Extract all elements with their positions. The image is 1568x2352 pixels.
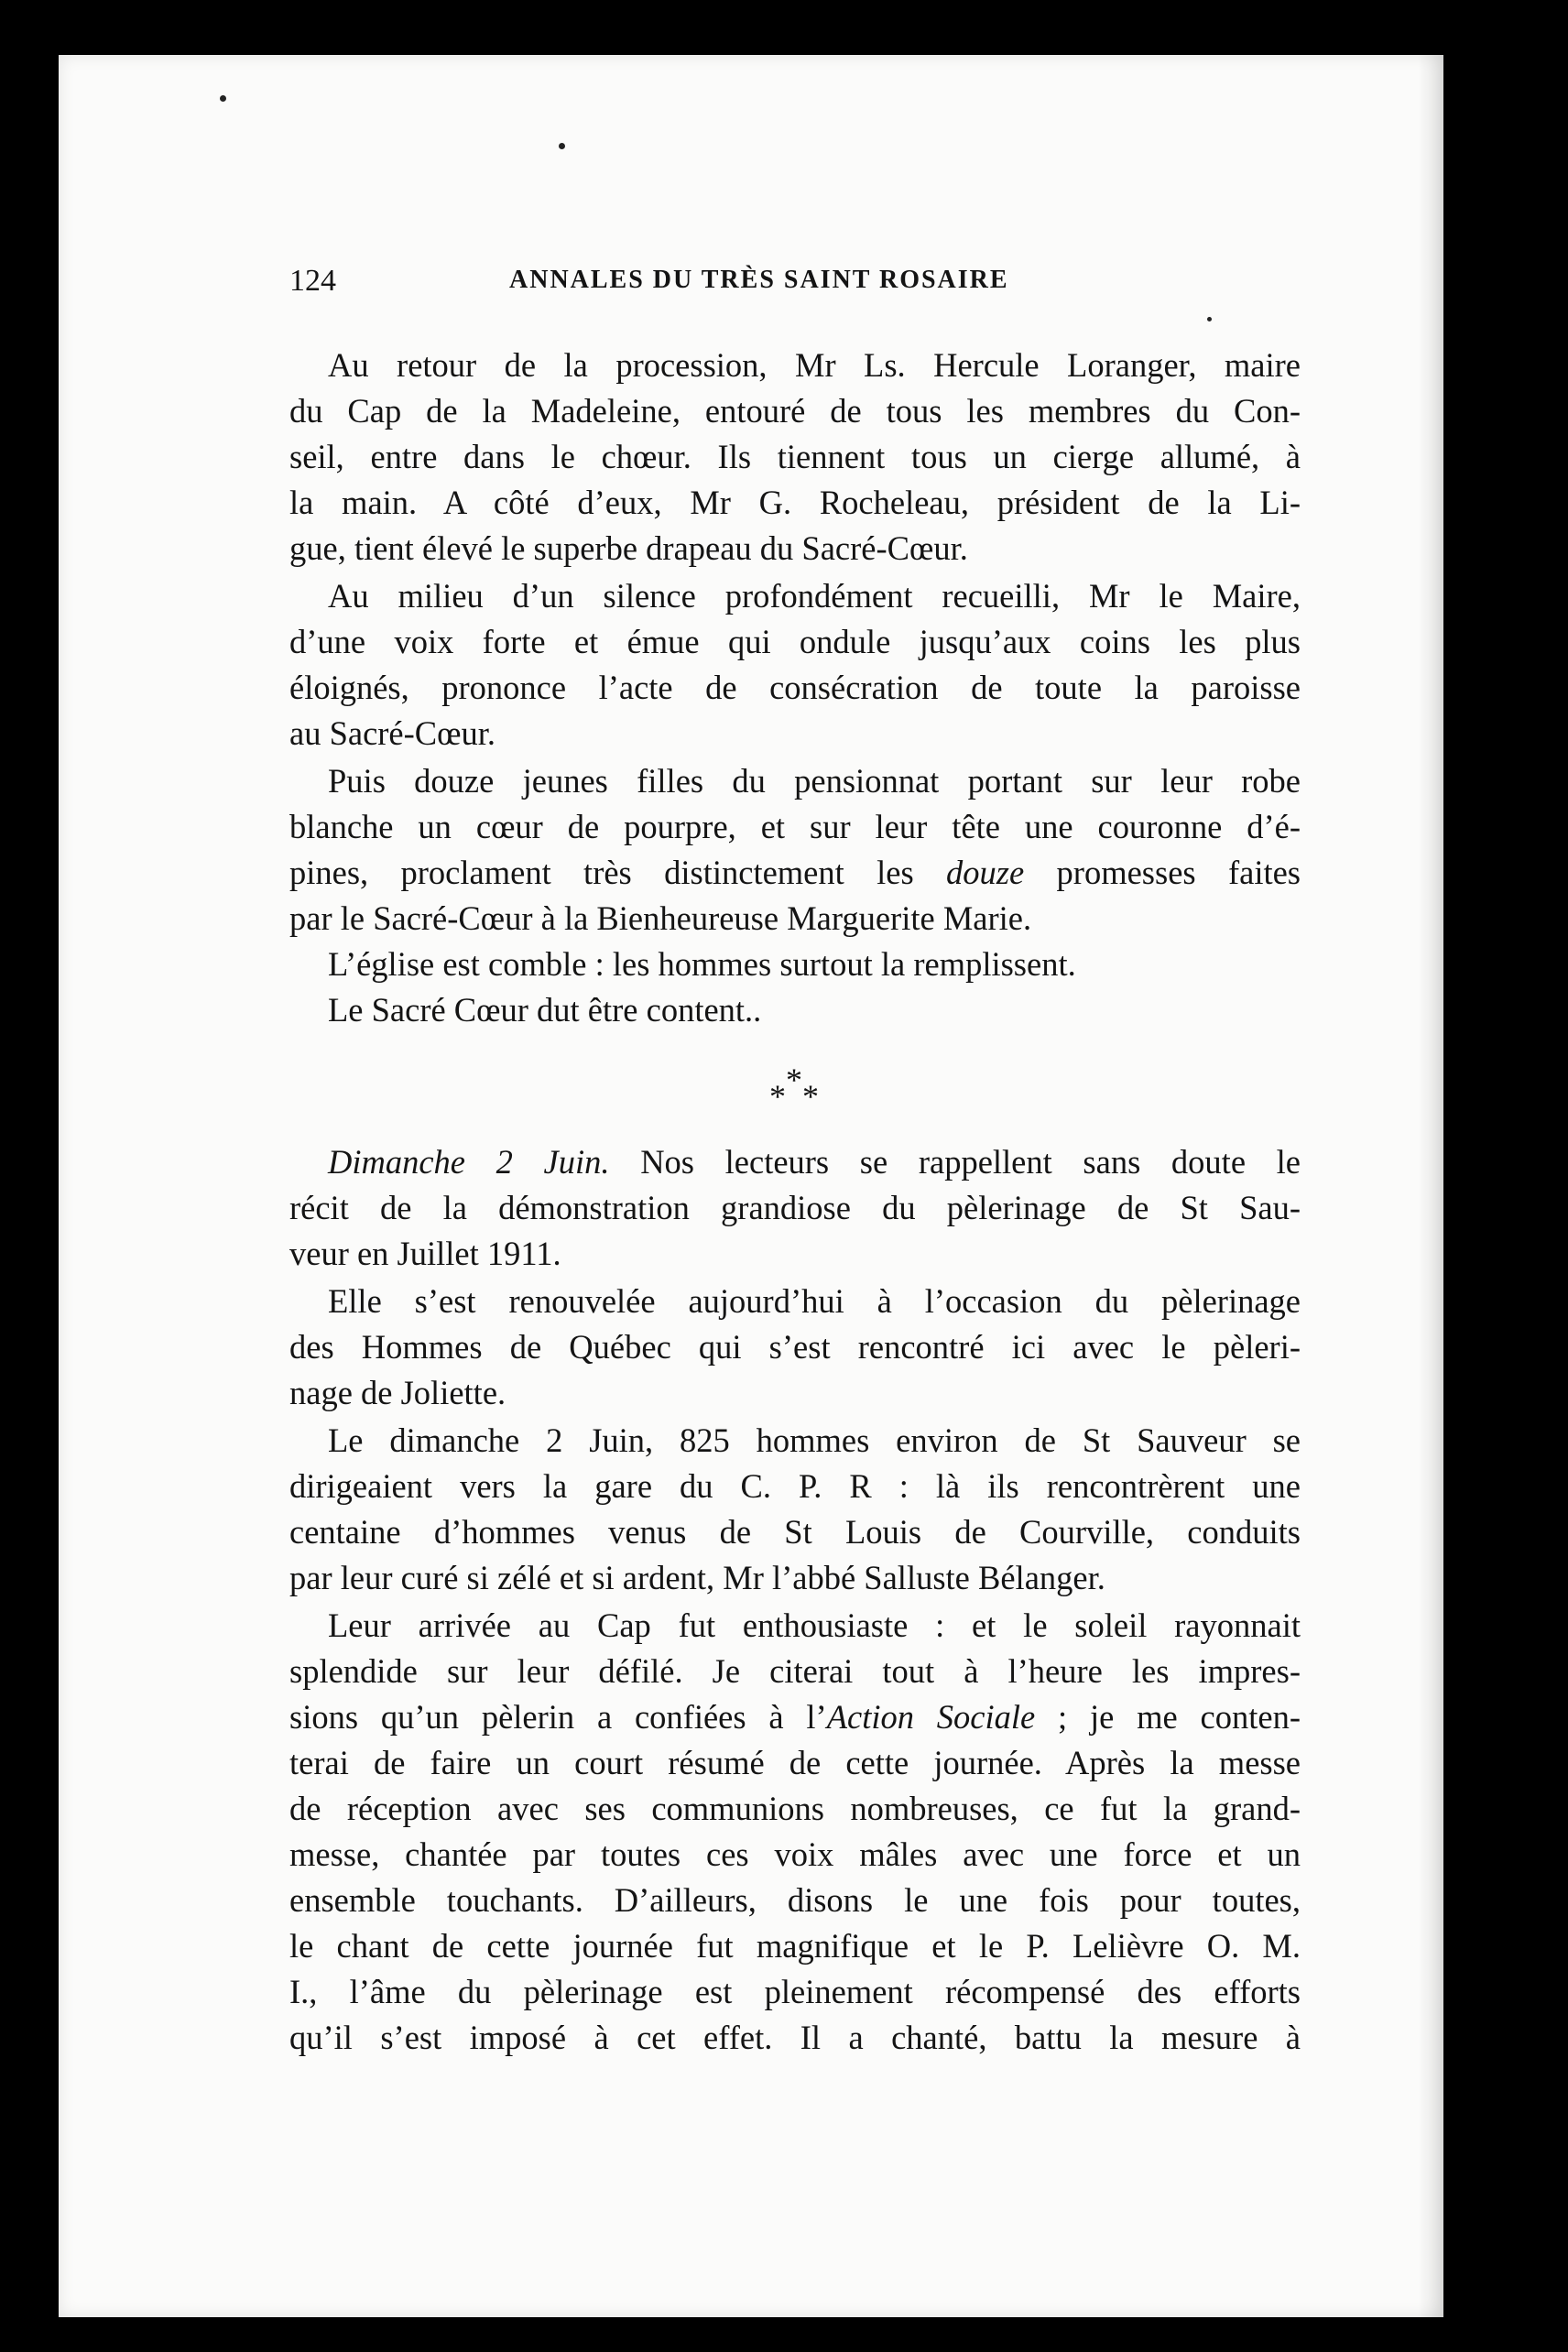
- text-line: [289, 850, 1301, 896]
- asterism-divider: [769, 1061, 824, 1116]
- scan-speck: [220, 95, 226, 102]
- text-line: splendide sur leur défilé. Je citerai tout à l’heure les impres-: [289, 1652, 1301, 1690]
- text-line: terai de faire un court résumé de cette journée. Après la messe: [289, 1744, 1301, 1781]
- text-line: qu’il s’est imposé à cet effet. Il a chanté, battu la mesure à: [289, 2019, 1301, 2056]
- text-line: de réception avec ses communions nombreuses, ce fut la grand-: [289, 1790, 1301, 1827]
- text-line: d’une voix forte et émue qui ondule jusqu’aux coins les plus: [289, 623, 1301, 660]
- text-line: par le Sacré-Cœur à la Bienheureuse Marguerite Marie.: [289, 899, 1032, 937]
- text-line: Le Sacré Cœur dut être content..: [328, 991, 762, 1029]
- text-line: nage de Joliette.: [289, 1374, 506, 1411]
- journal-title: ANNALES DU TRÈS SAINT ROSAIRE: [509, 266, 1009, 294]
- text-line: Leur arrivée au Cap fut enthousiaste : et le soleil rayonnait: [328, 1606, 1301, 1644]
- page-number: 124: [289, 264, 336, 298]
- text-line: des Hommes de Québec qui s’est rencontré ici avec le pèleri-: [289, 1328, 1301, 1366]
- text-line: Elle s’est renouvelée aujourd’hui à l’occasion du pèlerinage: [328, 1282, 1301, 1320]
- text-line: ensemble touchants. D’ailleurs, disons le une fois pour toutes,: [289, 1881, 1301, 1919]
- text-line: veur en Juillet 1911.: [289, 1235, 561, 1272]
- asterisk: *: [786, 1062, 802, 1098]
- scan-speck: [1207, 317, 1212, 321]
- italic-title: Action Sociale: [826, 1698, 1036, 1736]
- text-line: dirigeaient vers la gare du C. P. R : là ils rencontrèrent une: [289, 1467, 1301, 1505]
- text-line: du Cap de la Madeleine, entouré de tous les membres du Con-: [289, 392, 1301, 430]
- text-line: [289, 1694, 1301, 1740]
- text-line: [289, 1139, 1301, 1185]
- text-line: gue, tient élevé le superbe drapeau du Sacré-Cœur.: [289, 529, 968, 567]
- text-line: blanche un cœur de pourpre, et sur leur tête une couronne d’é-: [289, 808, 1301, 845]
- text-span: sions qu’un pèlerin a confiées à l’: [289, 1698, 827, 1736]
- text-span: promesses faites: [1056, 854, 1301, 891]
- text-line: le chant de cette journée fut magnifique et le P. Lelièvre O. M.: [289, 1927, 1301, 1965]
- text-line: seil, entre dans le chœur. Ils tiennent tous un cierge allumé, à: [289, 438, 1301, 475]
- text-line: Puis douze jeunes filles du pensionnat portant sur leur robe: [328, 762, 1301, 800]
- text-line: Le dimanche 2 Juin, 825 hommes environ de St Sauveur se: [328, 1421, 1301, 1459]
- text-line: Au retour de la procession, Mr Ls. Hercule Loranger, maire: [328, 346, 1301, 384]
- text-line: récit de la démonstration grandiose du pèlerinage de St Sau-: [289, 1189, 1301, 1226]
- text-line: messe, chantée par toutes ces voix mâles avec une force et un: [289, 1835, 1301, 1873]
- text-line: éloignés, prononce l’acte de consécration de toute la paroisse: [289, 669, 1301, 706]
- asterisk: *: [802, 1078, 819, 1115]
- text-line: L’église est comble : les hommes surtout la remplissent.: [328, 945, 1076, 983]
- text-line: Au milieu d’un silence profondément recueilli, Mr le Maire,: [328, 577, 1301, 615]
- spine-shadow: [1418, 55, 1443, 2317]
- text-line: par leur curé si zélé et si ardent, Mr l’abbé Salluste Bélanger.: [289, 1559, 1105, 1596]
- asterisk: *: [769, 1078, 786, 1115]
- text-line: centaine d’hommes venus de St Louis de Courville, conduits: [289, 1513, 1301, 1551]
- text-line: I., l’âme du pèlerinage est pleinement récompensé des efforts: [289, 1973, 1301, 2010]
- text-span: Nos lecteurs se rappellent sans doute le: [640, 1143, 1301, 1181]
- text-span: ; je me conten-: [1058, 1698, 1301, 1736]
- section-date: Dimanche 2 Juin.: [328, 1143, 610, 1181]
- text-line: la main. A côté d’eux, Mr G. Rocheleau, président de la Li-: [289, 484, 1301, 521]
- scan-speck: [559, 143, 565, 149]
- italic-word: douze: [946, 854, 1025, 891]
- running-head: [289, 264, 1301, 310]
- text-span: pines, proclament très distinctement les: [289, 854, 914, 891]
- text-line: au Sacré-Cœur.: [289, 714, 496, 752]
